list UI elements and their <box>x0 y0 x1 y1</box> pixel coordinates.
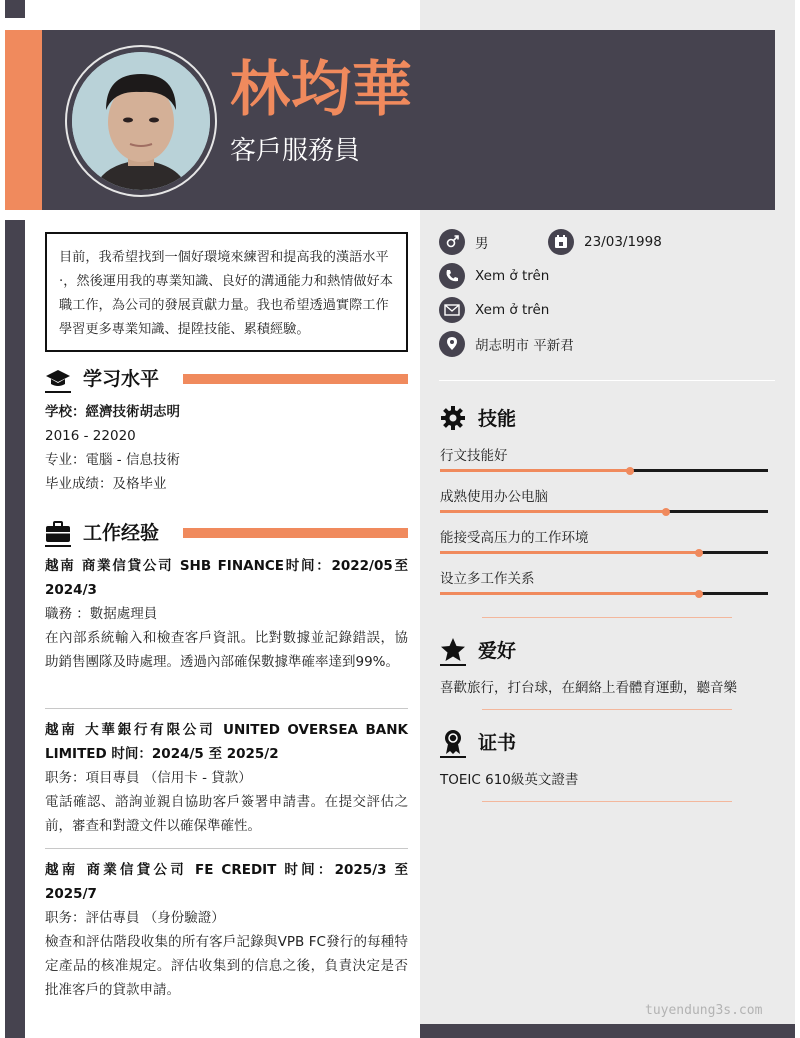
skill-label: 行文技能好 <box>440 448 508 464</box>
candidate-name: 林均華 <box>230 55 413 125</box>
job-description: 檢查和評估階段收集的所有客戶記錄與VPB FC發行的每種特定產品的核准規定。評估收集到的信息之後，負責決定是否批准客戶的貸款申請。 <box>45 934 408 998</box>
experience-section-title <box>45 518 159 545</box>
skill-bar-handle <box>695 549 703 557</box>
skill-bar-handle <box>626 467 634 475</box>
header-accent-bar <box>5 30 42 210</box>
hobbies-text: 喜歡旅行，打台球，在網絡上看體育運動，聽音樂 <box>440 680 737 696</box>
job-heading: 越南 商業信貸公司 SHB FINANCE时间：2022/05至2024/3 <box>45 558 408 598</box>
skills-divider <box>482 617 732 618</box>
skill-bar-fill <box>440 592 699 595</box>
gender-icon <box>439 229 465 255</box>
education-section-title <box>45 364 159 391</box>
career-objective: 目前，我希望找到一個好環境來練習和提高我的漢語水平·，然後運用我的專業知識、良好的溝通能力和熱情做好本職工作，為公司的發展貢獻力量。我也希望透過實際工作學習更多專業知識、提陞技能、累積經驗。 <box>45 232 408 352</box>
address-value: 胡志明市 平新君 <box>475 338 574 354</box>
gender-value: 男 <box>475 236 489 252</box>
job-entry <box>45 554 408 674</box>
skill-bar <box>440 469 768 472</box>
education-result: 毕业成绩：及格毕业 <box>45 476 167 492</box>
experience-title-underline <box>45 545 71 547</box>
job-entry <box>45 718 408 838</box>
contact-divider <box>439 380 775 381</box>
email-row <box>439 297 549 323</box>
email-value: Xem ở trên <box>475 302 550 318</box>
education-major: 专业：電腦 - 信息技術 <box>45 452 180 468</box>
hobbies-title-underline <box>440 664 466 666</box>
job-role: 职务：項目專員 （信用卡 - 貸款） <box>45 770 252 786</box>
avatar <box>72 52 210 190</box>
job-divider <box>45 848 408 849</box>
skill-bar <box>440 551 768 554</box>
skill-label: 能接受高压力的工作环境 <box>440 530 589 546</box>
gear-icon <box>440 405 466 431</box>
briefcase-icon <box>45 519 71 545</box>
certificates-section-title <box>440 728 516 755</box>
skill-bar-fill <box>440 510 666 513</box>
map-pin-icon <box>439 331 465 357</box>
skill-bar-handle <box>695 590 703 598</box>
skill-bar-handle <box>662 508 670 516</box>
header-banner <box>5 30 775 210</box>
certificates-title-underline <box>440 756 466 758</box>
experience-title: 工作经验 <box>83 522 160 544</box>
candidate-job-title: 客戶服務員 <box>230 136 361 166</box>
education-title: 学习水平 <box>83 368 160 390</box>
phone-icon <box>439 263 465 289</box>
skill-bar <box>440 510 768 513</box>
education-details <box>45 400 408 496</box>
hobbies-divider <box>482 709 732 710</box>
envelope-icon <box>439 297 465 323</box>
watermark: tuyendung3s.com <box>645 1003 763 1018</box>
hobbies-title: 爱好 <box>478 640 517 662</box>
skill-label: 成熟使用办公电脑 <box>440 489 548 505</box>
skill-label: 设立多工作关系 <box>440 571 535 587</box>
hobbies-section-title <box>440 636 516 663</box>
left-strip <box>5 220 25 1038</box>
skills-section-title <box>440 404 516 431</box>
experience-orange-bar <box>183 528 408 538</box>
job-role: 職務 ：數据處理員 <box>45 606 158 622</box>
birthday-value: 23/03/1998 <box>584 234 662 250</box>
skills-title: 技能 <box>478 408 517 430</box>
address-row <box>439 331 574 357</box>
gender-row <box>439 229 489 255</box>
job-description: 電話確認、諮詢並親自協助客戶簽署申請書。在提交評估之前，審查和對證文件以確保準確性。 <box>45 794 408 834</box>
skill-bar-fill <box>440 469 630 472</box>
education-years: 2016 - 22020 <box>45 428 136 444</box>
birthday-row <box>548 229 662 255</box>
job-heading: 越南 商業信貸公司 FE CREDIT 时间：2025/3 至 2025/7 <box>45 862 408 902</box>
certificates-title: 证书 <box>478 732 517 754</box>
left-strip-top <box>5 0 25 18</box>
phone-value: Xem ở trên <box>475 268 550 284</box>
job-heading: 越南 大華銀行有限公司 UNITED OVERSEA BANK LIMITED 时间：2024/5 至 2025/2 <box>45 722 408 762</box>
star-icon <box>440 637 466 663</box>
job-entry <box>45 858 408 1002</box>
award-ribbon-icon <box>440 729 466 755</box>
bottom-bar <box>420 1024 795 1038</box>
certificates-divider <box>482 801 732 802</box>
graduation-cap-icon <box>45 365 71 391</box>
phone-row <box>439 263 549 289</box>
job-description: 在內部系統輸入和檢查客戶資訊。比對數據並記錄錯誤，協助銷售團隊及時處理。透過內部確保數據準確率達到99%。 <box>45 630 408 670</box>
education-orange-bar <box>183 374 408 384</box>
job-role: 职务：評估專員 （身份驗證） <box>45 910 225 926</box>
education-title-underline <box>45 391 71 393</box>
skill-bar-fill <box>440 551 699 554</box>
certificates-text: TOEIC 610級英文證書 <box>440 772 579 788</box>
calendar-icon <box>548 229 574 255</box>
job-divider <box>45 708 408 709</box>
education-school: 学校：經濟技術胡志明 <box>45 404 180 420</box>
skill-bar <box>440 592 768 595</box>
